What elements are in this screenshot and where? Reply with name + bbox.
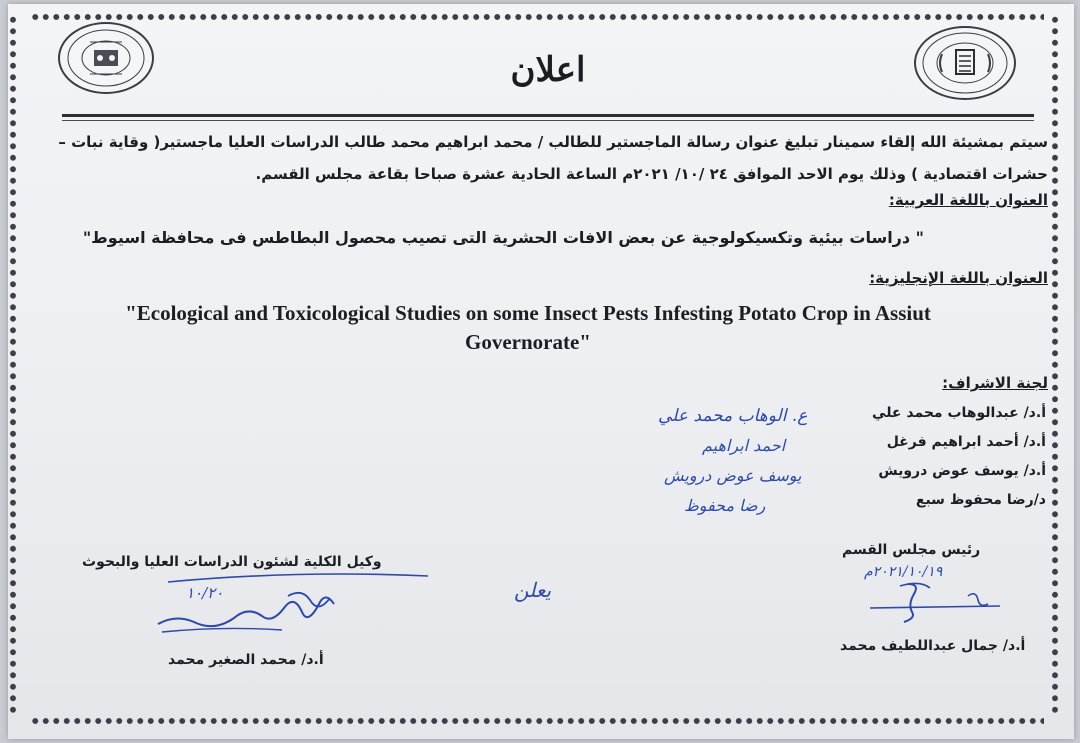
committee-member: أ.د/ يوسف عوض درويش xyxy=(878,463,1046,479)
department-seal-icon xyxy=(60,24,152,92)
dean-title: وكيل الكلية لشئون الدراسات العليا والبحوث xyxy=(82,554,382,570)
dotted-border-left xyxy=(8,14,18,714)
handwritten-signature: رضا محفوظ xyxy=(684,496,766,515)
english-title-label: العنوان باللغة الإنجليزية: xyxy=(869,269,1048,287)
head-title: رئيس مجلس القسم xyxy=(842,542,981,558)
arabic-title-label: العنوان باللغة العربية: xyxy=(888,191,1048,209)
header-divider-thin xyxy=(62,120,1034,121)
announcement-line-1: سيتم بمشيئة الله إلقاء سمينار تبليغ عنوان رسالة الماجستير للطالب / محمد ابراهيم محمد طالب الدراسات العليا ماجستير( وقاية نبات – xyxy=(58,133,1048,151)
head-signature-icon xyxy=(850,576,1010,626)
english-title-line-1: "Ecological and Toxicological Studies on some Insect Pests Infesting Potato Crop in Assiut xyxy=(125,301,931,325)
handwritten-signature: احمد ابراهيم xyxy=(702,436,786,455)
committee-member: د/رضا محفوظ سبع xyxy=(915,492,1046,508)
announcement-title: اعلان xyxy=(510,50,586,90)
handwritten-signature: يوسف عوض درويش xyxy=(664,466,802,485)
committee-member: أ.د/ أحمد ابراهيم فرغل xyxy=(886,434,1046,450)
dean-name: أ.د/ محمد الصغير محمد xyxy=(168,652,324,668)
department-logo xyxy=(58,22,154,94)
center-handwritten-note: يعلن xyxy=(514,578,552,602)
dean-signature-icon xyxy=(78,572,438,642)
arabic-title-text: " دراسات بيئية وتكسيكولوجية عن بعض الافات الحشرية التى تصيب محصول البطاطس فى محافظة اسيوط" xyxy=(82,228,924,247)
committee-label: لجنة الاشراف: xyxy=(942,374,1048,392)
committee-member: أ.د/ عبدالوهاب محمد علي xyxy=(872,405,1046,421)
english-title-line-2: Governorate" xyxy=(465,330,591,354)
head-name: أ.د/ جمال عبداللطيف محمد xyxy=(840,638,1026,654)
university-seal-icon xyxy=(916,28,1014,98)
header-divider xyxy=(62,114,1034,117)
dotted-border-right xyxy=(1050,14,1060,714)
head-handwritten-date: ٢٠٢١/١٠/١٩م xyxy=(864,564,943,580)
announcement-line-2: حشرات اقتصادية ) وذلك يوم الاحد الموافق ٢٤ /١٠/ ٢٠٢١م الساعة الحادية عشرة صباحا بقاعة مجلس القسم. xyxy=(255,165,1048,183)
handwritten-signature: ع. الوهاب محمد علي xyxy=(658,406,808,426)
document-page xyxy=(8,4,1074,739)
university-logo xyxy=(914,26,1016,100)
dotted-border-top xyxy=(30,12,1044,22)
dean-handwritten-date: ١٠/٢٠ xyxy=(186,584,224,602)
dotted-border-bottom xyxy=(30,716,1044,726)
